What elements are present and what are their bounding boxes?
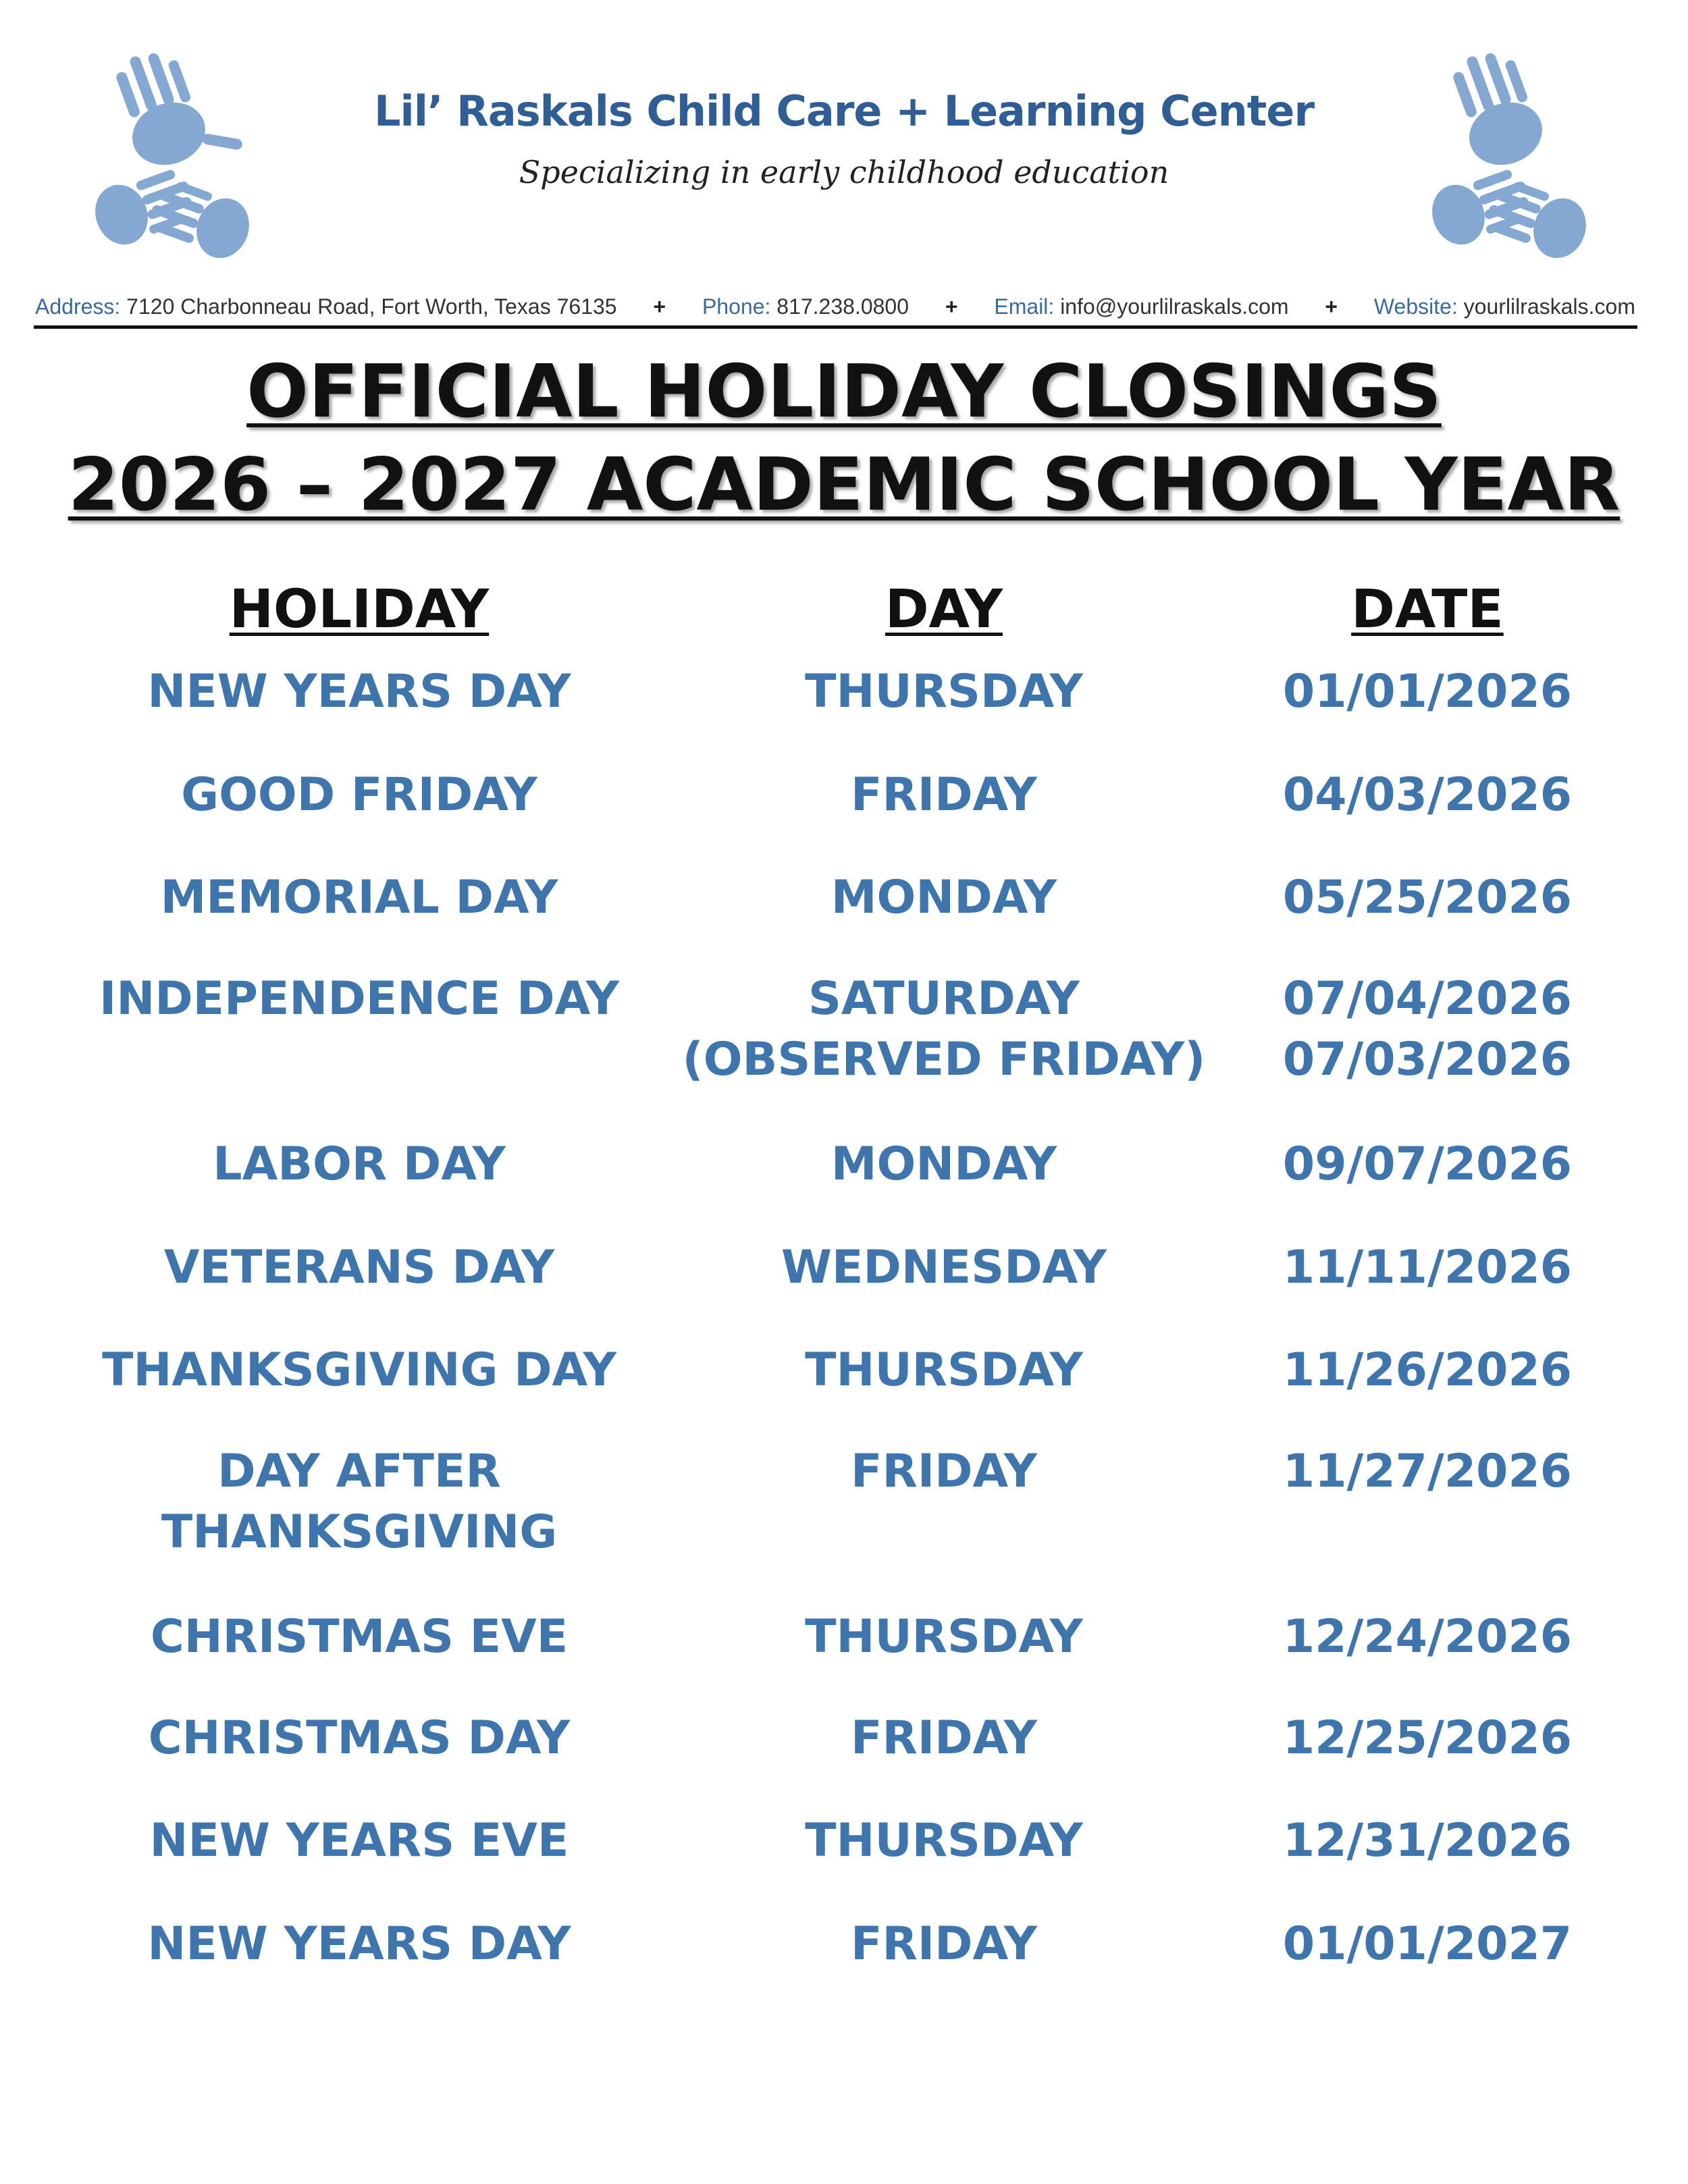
- holiday-cell-text: DAY AFTER: [217, 1445, 501, 1498]
- date-cell-text: 05/25/2026: [1282, 871, 1573, 924]
- holiday-cell: [89, 1708, 629, 1769]
- date-cell-text: 09/07/2026: [1282, 1138, 1573, 1191]
- day-cell-text: THURSDAY: [805, 1343, 1083, 1397]
- date-cell: [1157, 969, 1688, 1090]
- page-subtitle: 2026 – 2027 ACADEMIC SCHOOL YEAR: [68, 443, 1620, 527]
- address: Address: 7120 Charbonneau Road, Fort Worth, Texas 76135: [35, 294, 617, 319]
- date-cell-text: 11/26/2026: [1282, 1343, 1573, 1397]
- separator: +: [653, 294, 666, 319]
- holiday-cell-text: THANKSGIVING DAY: [102, 1343, 616, 1397]
- day-cell: [674, 1237, 1214, 1298]
- date-cell-text: 12/31/2026: [1282, 1814, 1573, 1867]
- tagline: Specializing in early childhood education: [519, 154, 1169, 190]
- holiday-cell-text-line2: THANKSGIVING: [161, 1506, 558, 1559]
- day-cell-text: THURSDAY: [805, 665, 1083, 718]
- date-cell-text: 01/01/2027: [1282, 1917, 1573, 1971]
- holiday-cell: [89, 765, 629, 826]
- date-cell-text: 12/24/2026: [1282, 1610, 1573, 1663]
- date-cell: [1157, 1134, 1688, 1195]
- day-cell-text: MONDAY: [830, 1138, 1057, 1191]
- holiday-cell-text: CHRISTMAS DAY: [148, 1711, 571, 1765]
- holiday-cell-text: CHRISTMAS EVE: [150, 1610, 569, 1663]
- column-header-holiday: HOLIDAY: [229, 579, 490, 640]
- day-cell: [674, 1914, 1214, 1975]
- holiday-cell: [89, 1134, 629, 1195]
- date-cell: [1157, 1441, 1688, 1502]
- date-cell: [1157, 1340, 1688, 1401]
- day-cell-text: WEDNESDAY: [781, 1241, 1107, 1294]
- header-divider: [34, 325, 1637, 329]
- day-cell-text: THURSDAY: [805, 1814, 1083, 1867]
- holiday-cell-text: NEW YEARS EVE: [149, 1814, 569, 1867]
- date-cell: [1157, 868, 1688, 928]
- date-cell-text-line2: 07/03/2026: [1282, 1033, 1573, 1086]
- date-cell: [1157, 1607, 1688, 1668]
- day-cell-text: FRIDAY: [851, 1917, 1037, 1971]
- date-cell: [1157, 662, 1688, 722]
- column-header-date: DATE: [1351, 579, 1504, 640]
- day-cell: [674, 1340, 1214, 1401]
- day-cell-text: FRIDAY: [851, 1445, 1037, 1498]
- date-cell-text: 07/04/2026: [1282, 972, 1573, 1026]
- separator: +: [945, 294, 958, 319]
- holiday-cell: [89, 662, 629, 722]
- holiday-cell-text: LABOR DAY: [213, 1138, 506, 1191]
- day-cell: [674, 1607, 1214, 1668]
- holiday-cell: [89, 1237, 629, 1298]
- day-cell-text: SATURDAY: [808, 972, 1080, 1026]
- day-cell-text-line2: (OBSERVED FRIDAY): [682, 1033, 1206, 1086]
- day-cell-text: FRIDAY: [851, 768, 1037, 822]
- holiday-cell-text: NEW YEARS DAY: [147, 1917, 571, 1971]
- date-cell: [1157, 1708, 1688, 1769]
- date-cell-text: 01/01/2026: [1282, 665, 1573, 718]
- date-cell-text: 12/25/2026: [1282, 1711, 1573, 1765]
- day-cell: [674, 969, 1214, 1090]
- contact-bar: [35, 294, 1635, 319]
- holiday-cell-text: NEW YEARS DAY: [147, 665, 571, 718]
- day-cell-text: FRIDAY: [851, 1711, 1037, 1765]
- separator: +: [1325, 294, 1338, 319]
- day-cell: [674, 1708, 1214, 1769]
- day-cell: [674, 765, 1214, 826]
- date-cell-text: 11/27/2026: [1282, 1445, 1573, 1498]
- day-cell-text: MONDAY: [830, 871, 1057, 924]
- phone: Phone: 817.238.0800: [702, 294, 909, 319]
- email-link[interactable]: Email: info@yourlilraskals.com: [994, 294, 1289, 319]
- column-header-day: DAY: [885, 579, 1003, 640]
- day-cell: [674, 1811, 1214, 1871]
- date-cell: [1157, 1237, 1688, 1298]
- date-cell-text: 04/03/2026: [1282, 768, 1573, 822]
- holiday-cell: [89, 1441, 629, 1563]
- date-cell: [1157, 1811, 1688, 1871]
- holiday-cell-text: VETERANS DAY: [163, 1241, 555, 1294]
- day-cell: [674, 662, 1214, 722]
- holiday-cell: [89, 1914, 629, 1975]
- holiday-cell: [89, 1607, 629, 1668]
- holiday-cell-text: GOOD FRIDAY: [181, 768, 537, 822]
- date-cell: [1157, 765, 1688, 826]
- holiday-cell: [89, 969, 629, 1030]
- day-cell: [674, 1441, 1214, 1502]
- holiday-cell: [89, 1340, 629, 1401]
- date-cell-text: 11/11/2026: [1282, 1241, 1573, 1294]
- holiday-cell: [89, 868, 629, 928]
- page-title: OFFICIAL HOLIDAY CLOSINGS: [246, 350, 1442, 434]
- website-link[interactable]: Website: yourlilraskals.com: [1373, 294, 1635, 319]
- day-cell: [674, 868, 1214, 928]
- organization-name: Lil’ Raskals Child Care + Learning Center: [373, 86, 1315, 136]
- date-cell: [1157, 1914, 1688, 1975]
- day-cell-text: THURSDAY: [805, 1610, 1083, 1663]
- holiday-cell: [89, 1811, 629, 1871]
- holiday-cell-text: MEMORIAL DAY: [160, 871, 558, 924]
- holiday-cell-text: INDEPENDENCE DAY: [99, 972, 619, 1026]
- day-cell: [674, 1134, 1214, 1195]
